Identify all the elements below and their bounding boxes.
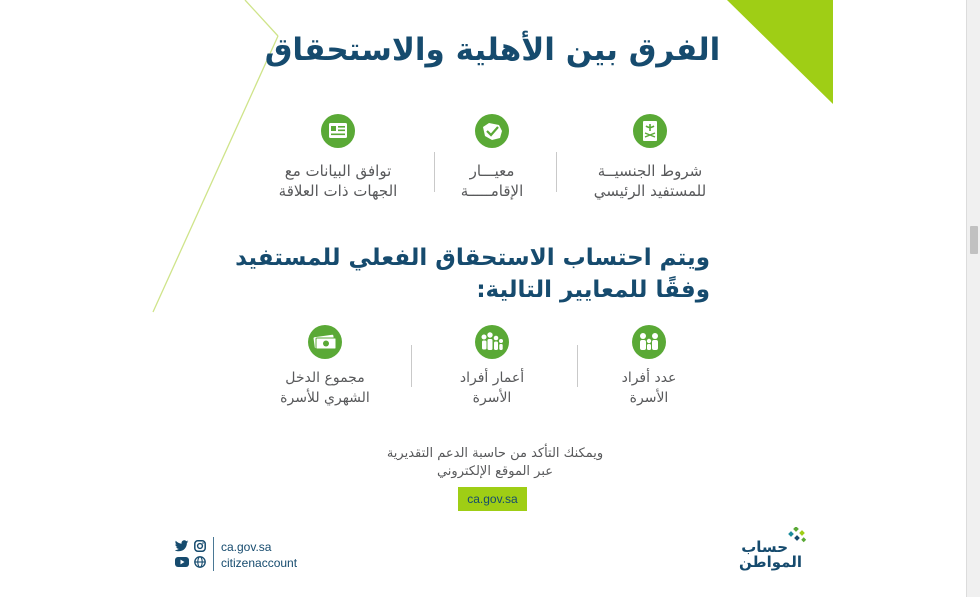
entitlement-heading-line2: وفقًا للمعايير التالية: bbox=[476, 277, 710, 303]
footer-links bbox=[221, 539, 297, 571]
eligibility-nationality-line1: شروط الجنسيــة bbox=[597, 162, 703, 180]
calculator-note-line2: عبر الموقع الإلكتروني bbox=[436, 464, 554, 479]
saudi-emblem-icon bbox=[632, 113, 668, 149]
criteria-family-ages-line2: الأسرة bbox=[472, 390, 512, 406]
website-link-button[interactable]: ca.gov.sa bbox=[458, 487, 527, 511]
scrollbar-thumb[interactable] bbox=[970, 226, 978, 254]
footer-website[interactable]: ca.gov.sa bbox=[221, 540, 272, 554]
eligibility-residency bbox=[432, 113, 552, 201]
criteria-family-size bbox=[600, 324, 698, 408]
divider bbox=[556, 152, 557, 192]
family-ages-icon bbox=[474, 324, 510, 360]
criteria-family-size-line2: الأسرة bbox=[629, 390, 669, 406]
money-icon bbox=[307, 324, 343, 360]
footer-handle[interactable]: citizenaccount bbox=[221, 556, 298, 570]
footer-divider bbox=[213, 537, 214, 571]
twitter-icon[interactable] bbox=[175, 540, 189, 552]
vertical-scrollbar[interactable] bbox=[966, 0, 980, 597]
entitlement-heading-line1: ويتم احتساب الاستحقاق الفعلي للمستفيد bbox=[235, 245, 710, 271]
criteria-family-ages bbox=[442, 324, 542, 408]
eligibility-data-match bbox=[258, 113, 418, 201]
criteria-monthly-income-line1: مجموع الدخل bbox=[285, 370, 365, 386]
divider bbox=[577, 345, 578, 387]
saudi-map-check-icon bbox=[474, 113, 510, 149]
criteria-monthly-income-line2: الشهري للأسرة bbox=[280, 390, 370, 406]
data-card-icon bbox=[320, 113, 356, 149]
globe-icon[interactable] bbox=[194, 556, 206, 568]
criteria-monthly-income bbox=[270, 324, 380, 408]
eligibility-nationality-line2: للمستفيد الرئيسي bbox=[593, 182, 707, 200]
instagram-icon[interactable] bbox=[194, 540, 206, 552]
criteria-family-ages-line1: أعمار أفراد bbox=[459, 370, 525, 386]
eligibility-nationality bbox=[570, 113, 730, 201]
eligibility-residency-line1: معيـــار bbox=[469, 162, 515, 180]
logo-line2: المواطن bbox=[738, 553, 802, 571]
criteria-family-size-line1: عدد أفراد bbox=[621, 370, 677, 386]
entitlement-heading bbox=[200, 242, 710, 306]
eligibility-data-match-line2: الجهات ذات العلاقة bbox=[278, 182, 398, 200]
logo-line1: حساب bbox=[741, 538, 788, 556]
youtube-icon[interactable] bbox=[175, 556, 189, 568]
logo-mark-icon bbox=[786, 527, 810, 545]
calculator-note-line1: ويمكنك التأكد من حاسبة الدعم التقديرية bbox=[386, 446, 604, 461]
eligibility-data-match-line1: توافق البيانات مع bbox=[284, 162, 392, 180]
calculator-note bbox=[330, 445, 660, 481]
divider bbox=[411, 345, 412, 387]
page-title: الفرق بين الأهلية والاستحقاق bbox=[264, 32, 721, 68]
eligibility-residency-line2: الإقامـــــة bbox=[460, 182, 524, 200]
divider bbox=[434, 152, 435, 192]
citizen-account-logo bbox=[740, 527, 812, 573]
social-icons bbox=[175, 538, 215, 570]
family-members-icon bbox=[631, 324, 667, 360]
